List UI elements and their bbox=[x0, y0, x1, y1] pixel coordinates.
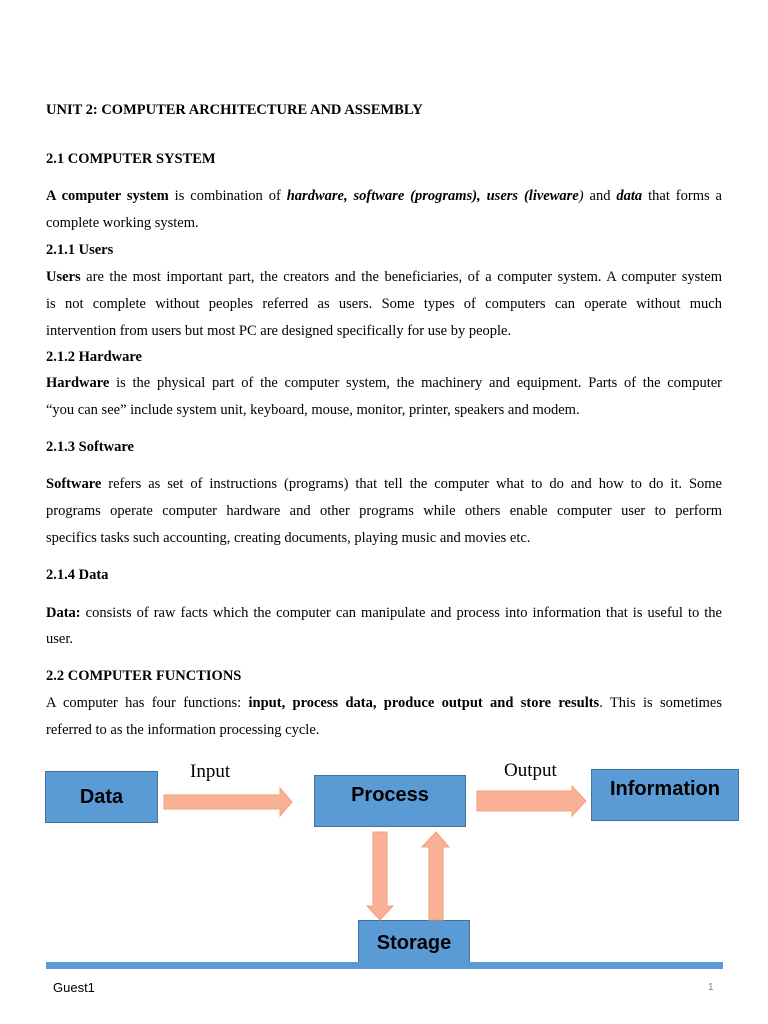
section-heading-2-2: 2.2 COMPUTER FUNCTIONS bbox=[46, 668, 242, 684]
footer-author: Guest1 bbox=[53, 980, 95, 995]
information-box: Information bbox=[591, 769, 739, 821]
process-box: Process bbox=[314, 775, 466, 827]
storage-box: Storage bbox=[358, 920, 470, 967]
input-label: Input bbox=[190, 761, 231, 782]
paragraph-software-line1: Software refers as set of instructions (programs) that tell the computer what to do and how to do it. Some bbox=[46, 476, 722, 492]
output-arrow bbox=[477, 786, 586, 816]
data-box: Data bbox=[45, 771, 158, 823]
section-heading-2-1-2: 2.1.2 Hardware bbox=[46, 349, 142, 365]
paragraph-functions-line2: referred to as the information processing cycle. bbox=[46, 722, 320, 738]
from-storage-arrow bbox=[422, 832, 449, 920]
paragraph-users-line2: is not complete without peoples referred as users. Some types of computers can operate without much bbox=[46, 296, 722, 312]
paragraph-computer-system-line2: complete working system. bbox=[46, 215, 199, 231]
paragraph-users-line1: Users are the most important part, the creators and the beneficiaries, of a computer system. A computer system bbox=[46, 269, 722, 285]
section-heading-2-1-4: 2.1.4 Data bbox=[46, 567, 109, 583]
paragraph-data-line1: Data: consists of raw facts which the computer can manipulate and process into information that is useful to the bbox=[46, 605, 722, 621]
section-heading-2-1: 2.1 COMPUTER SYSTEM bbox=[46, 151, 216, 167]
footer-rule bbox=[46, 962, 723, 969]
paragraph-users-line3: intervention from users but most PC are designed specifically for use by people. bbox=[46, 323, 512, 339]
paragraph-computer-system-line1: A computer system is combination of hardware, software (programs), users (liveware) and data that forms a bbox=[46, 188, 722, 204]
input-arrow bbox=[164, 788, 292, 816]
paragraph-hardware-line2: “you can see” include system unit, keyboard, mouse, monitor, printer, speakers and modem. bbox=[46, 402, 580, 418]
paragraph-hardware-line1: Hardware is the physical part of the computer system, the machinery and equipment. Parts of the computer bbox=[46, 375, 722, 391]
section-heading-2-1-1: 2.1.1 Users bbox=[46, 242, 114, 258]
page-title: UNIT 2: COMPUTER ARCHITECTURE AND ASSEMBLY bbox=[46, 102, 423, 118]
to-storage-arrow bbox=[367, 832, 393, 920]
paragraph-data-line2: user. bbox=[46, 631, 73, 647]
paragraph-functions-line1: A computer has four functions: input, process data, produce output and store results. This is sometimes bbox=[46, 695, 722, 711]
section-heading-2-1-3: 2.1.3 Software bbox=[46, 439, 134, 455]
output-label: Output bbox=[504, 760, 557, 781]
paragraph-software-line2: programs operate computer hardware and other programs while others enable computer user to perform bbox=[46, 503, 722, 519]
paragraph-software-line3: specifics tasks such accounting, creating documents, playing music and movies etc. bbox=[46, 530, 531, 546]
page-number: 1 bbox=[708, 982, 714, 993]
